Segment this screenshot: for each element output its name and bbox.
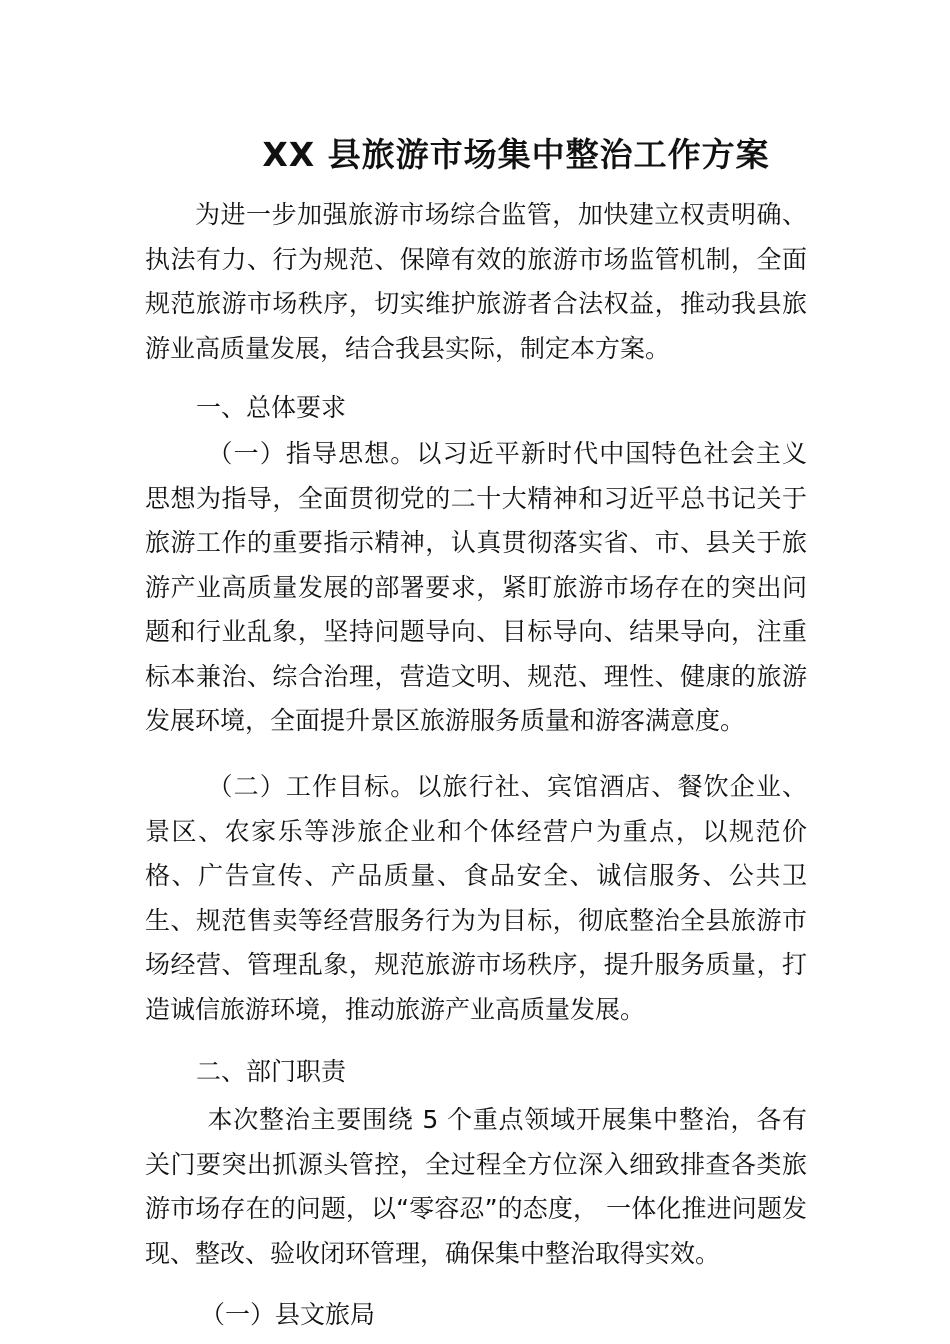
intro-paragraph: 为进一步加强旅游市场综合监管，加快建立权责明确、执法有力、行为规范、保障有效的旅游市场监管机制，全面规范旅游市场秩序，切实维护旅游者合法权益，推动我县旅游业高质量发展，结合我县实际，制定本方案。 (145, 200, 807, 363)
guiding-ideology-paragraph: （一）指导思想。以习近平新时代中国特色社会主义思想为指导，全面贯彻党的二十大精神和习近平总书记关于旅游工作的重要指示精神，认真贯彻落实省、市、县关于旅游产业高质量发展的部署要求，紧盯旅游市场存在的突出问题和行业乱象，坚持问题导向、目标导向、结果导向，注重标本兼治、综合治理，营造文明、规范、理性、健康的旅游发展环境，全面提升景区旅游服务质量和游客满意度。 (145, 439, 807, 735)
department-duties-paragraph: 本次整治主要围绕 5 个重点领域开展集中整治，各有关门要突出抓源头管控，全过程全方位深入细致排查各类旅游市场存在的问题，以“零容忍”的态度， 一体化推进问题发现、整改、验收闭环管理，确保集中整治取得实效。 (145, 1105, 807, 1268)
work-goals-paragraph: （二）工作目标。以旅行社、宾馆酒店、餐饮企业、景区、农家乐等涉旅企业和个体经营户为重点，以规范价格、广告宣传、产品质量、食品安全、诚信服务、公共卫生、规范售卖等经营服务行为为目标，彻底整治全县旅游市场经营、管理乱象，规范旅游市场秩序，提升服务质量，打造诚信旅游环境，推动旅游产业高质量发展。 (145, 772, 807, 1024)
section-heading-department-duties: 二、部门职责 (196, 1057, 347, 1086)
document-title: XX 县旅游市场集中整治工作方案 (262, 135, 770, 174)
subsection-heading-county-culture-tourism-bureau: （一）县文旅局 (200, 1300, 376, 1329)
section-heading-general-requirements: 一、总体要求 (196, 393, 347, 422)
